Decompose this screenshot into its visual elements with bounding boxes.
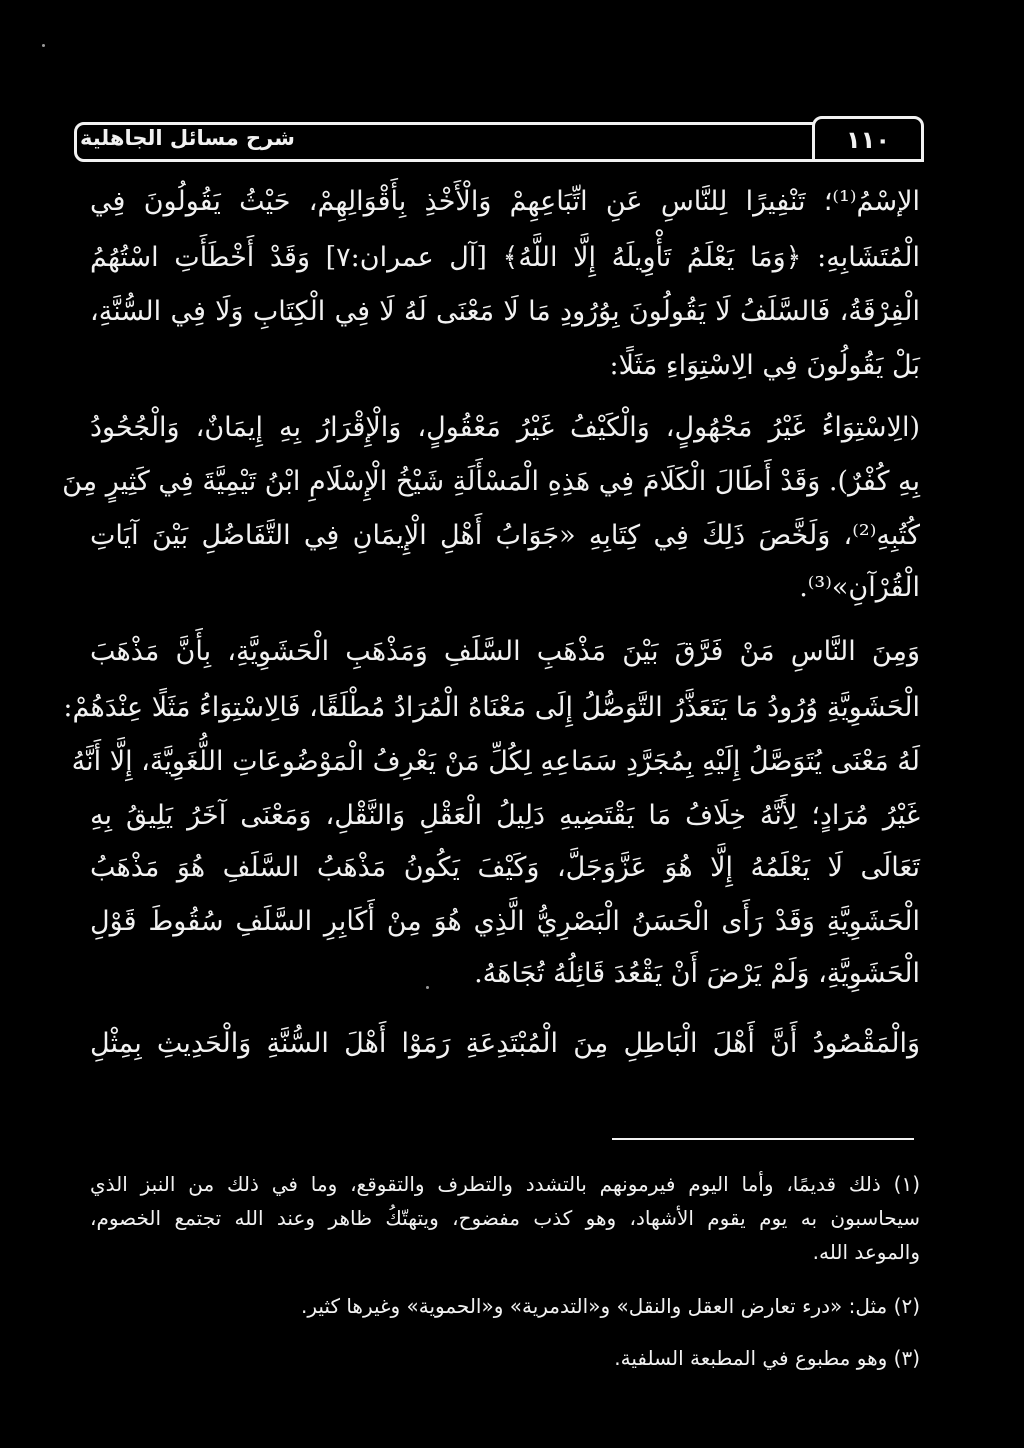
footnote-line: (١) ذلك قديمًا، وأما اليوم فيرمونهم بالتشدد والتطرف والتقوقع، وما في ذلك من النبز الذي — [90, 1172, 920, 1196]
body-line: (الِاسْتِوَاءُ غَيْرُ مَجْهُولٍ، وَالْكَيْفُ غَيْرُ مَعْقُولٍ، وَالْإِقْرَارُ بِهِ إِيمَانٌ، وَالْجُحُودُ — [90, 412, 920, 443]
body-line: بِهِ كُفْرٌ). وَقَدْ أَطَالَ الْكَلَامَ فِي هَذِهِ الْمَسْأَلَةِ شَيْخُ الْإِسْلَامِ ابْنُ تَيْمِيَّةَ فِي كَثِيرٍ مِنَ — [62, 466, 920, 497]
body-line: الْفِرْقَةُ، فَالسَّلَفُ لَا يَقُولُونَ بِوُرُودِ مَا لَا مَعْنَى لَهُ لَا فِي الْكِتَابِ وَلَا فِي السُّنَّةِ، — [90, 296, 920, 327]
footnote-line: والموعد الله. — [812, 1240, 920, 1264]
body-line: بَلْ يَقُولُونَ فِي الِاسْتِوَاءِ مَثَلًا: — [609, 350, 920, 381]
body-line: الْمُتَشَابِهِ: ﴿وَمَا يَعْلَمُ تَأْوِيلَهُ إِلَّا اللَّهُ﴾ [آل عمران:٧] وَقَدْ أَخْطَأَتِ اسْتُهُمُ — [90, 242, 920, 273]
body-line: الْحَشَوِيَّةِ وُرُودُ مَا يَتَعَذَّرُ التَّوَصُّلُ إِلَى مَعْنَاهُ الْمُرَادُ مُطْلَقًا، فَالِاسْتِوَاءُ مَثَلًا عِنْدَهُمْ: — [63, 692, 920, 723]
body-line: الْحَشَوِيَّةِ، وَلَمْ يَرْضَ أَنْ يَقْعُدَ قَائِلُهُ تُجَاهَهُ. — [474, 958, 920, 989]
body-line: وَالْمَقْصُودُ أَنَّ أَهْلَ الْبَاطِلِ مِنَ الْمُبْتَدِعَةِ رَمَوْا أَهْلَ السُّنَّةِ وَالْحَدِيثِ بِمِثْلِ — [90, 1028, 920, 1059]
body-line: وَمِنَ النَّاسِ مَنْ فَرَّقَ بَيْنَ مَذْهَبِ السَّلَفِ وَمَذْهَبِ الْحَشَوِيَّةِ، بِأَنَّ مَذْهَبَ — [90, 636, 920, 667]
body-line: الإسْمُ⁽¹⁾؛ تَنْفِيرًا لِلنَّاسِ عَنِ اتِّبَاعِهِمْ وَالْأَخْذِ بِأَقْوَالِهِمْ، حَيْثُ يَقُولُونَ فِي — [90, 186, 920, 217]
footnote-line: سيحاسبون به يوم يقوم الأشهاد، وهو كذب مفضوح، ويتهتّكُ ظاهر وعند الله تجتمع الخصوم، — [90, 1206, 920, 1230]
footnote-line: (٢) مثل: «درء تعارض العقل والنقل» و«التدمرية» و«الحموية» وغيرها كثير. — [300, 1294, 920, 1318]
body-line: تَعَالَى لَا يَعْلَمُهُ إِلَّا هُوَ عَزَّوَجَلَّ، وَكَيْفَ يَكُونُ مَذْهَبُ السَّلَفِ هُوَ مَذْهَبُ — [90, 852, 920, 883]
body-line: الْقُرْآنِ»⁽³⁾. — [799, 572, 920, 603]
body-line: الْحَشَوِيَّةِ وَقَدْ رَأَى الْحَسَنُ الْبَصْرِيُّ الَّذِي هُوَ مِنْ أَكَابِرِ السَّلَفِ سُقُوطَ قَوْلِ — [90, 906, 920, 937]
running-header-title: شرح مسائل الجاهلية — [80, 126, 295, 150]
scan-speck — [42, 44, 45, 47]
body-line: غَيْرُ مُرَادٍ؛ لِأَنَّهُ خِلَافُ مَا يَقْتَضِيهِ دَلِيلُ الْعَقْلِ وَالنَّقْلِ، وَمَعْنَى آخَرُ يَلِيقُ بِهِ — [90, 800, 920, 831]
body-line: كُتُبِهِ⁽²⁾، وَلَخَّصَ ذَلِكَ فِي كِتَابِهِ «جَوَابُ أَهْلِ الْإِيمَانِ فِي التَّفَاضُلِ بَيْنَ آيَاتِ — [90, 520, 920, 551]
body-line: لَهُ مَعْنَى يُتَوَصَّلُ إِلَيْهِ بِمُجَرَّدِ سَمَاعِهِ لِكُلِّ مَنْ يَعْرِفُ الْمَوْضُوعَاتِ اللُّغَوِيَّةَ، إِلَّا أَنَّهُ — [71, 746, 920, 777]
footnote-line: (٣) وهو مطبوع في المطبعة السلفية. — [614, 1346, 920, 1370]
footnote-divider — [612, 1138, 914, 1140]
page-number: ١١٠ — [846, 126, 890, 154]
scan-speck — [426, 986, 429, 989]
